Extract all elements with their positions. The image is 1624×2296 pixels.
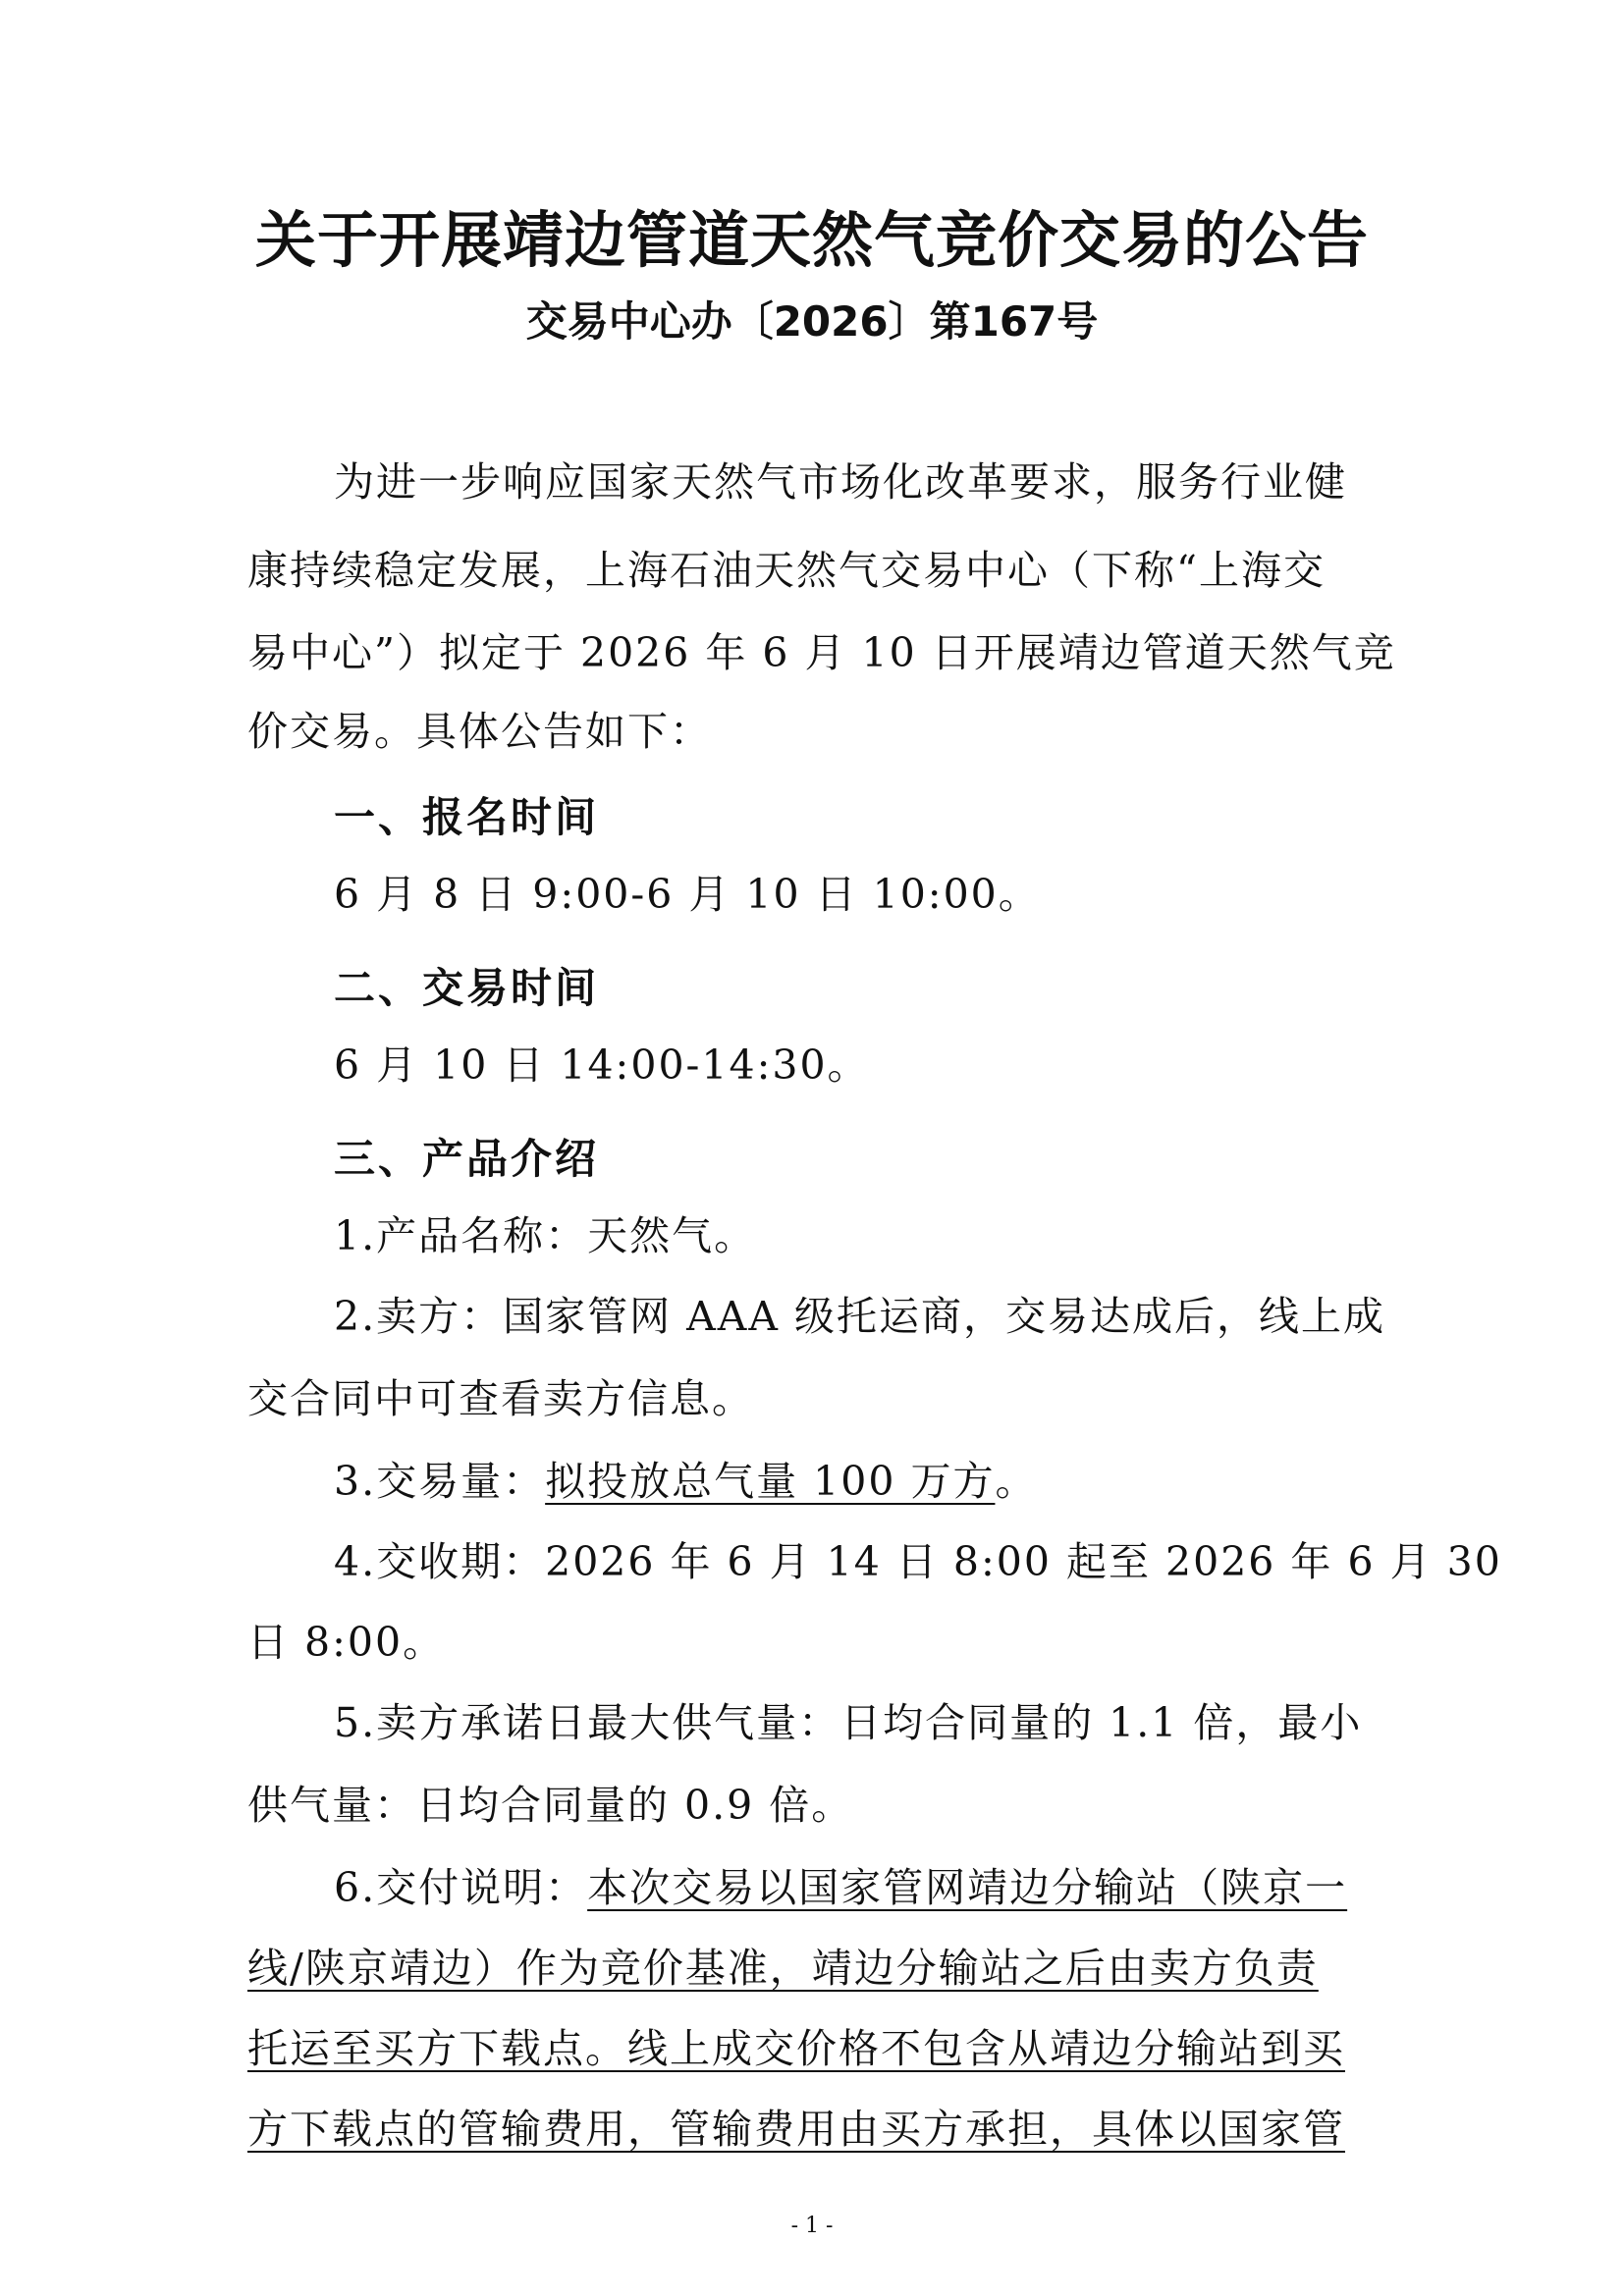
item-3-volume: 拟投放总气量 100 万方 bbox=[545, 1458, 996, 1505]
section-1-heading: 一、报名时间 bbox=[334, 793, 600, 841]
section-2-text: 6 月 10 日 14:00-14:30。 bbox=[334, 1041, 870, 1089]
item-6-prefix: 6.交付说明： bbox=[334, 1864, 588, 1911]
item-6-line-2: 线/陕京靖边）作为竞价基准，靖边分输站之后由卖方负责 bbox=[247, 1945, 1319, 1992]
section-1-text: 6 月 8 日 9:00-6 月 10 日 10:00。 bbox=[334, 871, 1041, 918]
item-6-line-3: 托运至买方下载点。线上成交价格不包含从靖边分输站到买 bbox=[247, 2025, 1345, 2072]
page-number: - 1 - bbox=[790, 2214, 834, 2238]
item-4-line-1: 4.交收期：2026 年 6 月 14 日 8:00 起至 2026 年 6 月 30 bbox=[334, 1538, 1502, 1585]
item-3-suffix: 。 bbox=[995, 1458, 1038, 1505]
document-title: 关于开展靖边管道天然气竞价交易的公告 bbox=[254, 204, 1369, 276]
item-5-line-1: 5.卖方承诺日最大供气量：日均合同量的 1.1 倍，最小 bbox=[334, 1699, 1363, 1746]
document-number: 交易中心办〔2026〕第167号 bbox=[525, 297, 1099, 346]
item-2-line-1: 2.卖方：国家管网 AAA 级托运商，交易达成后，线上成 bbox=[334, 1293, 1386, 1340]
section-2-heading: 二、交易时间 bbox=[334, 964, 600, 1012]
intro-line-3: 易中心”）拟定于 2026 年 6 月 10 日开展靖边管道天然气竞 bbox=[247, 629, 1396, 676]
section-3-heading: 三、产品介绍 bbox=[334, 1135, 600, 1183]
item-3-prefix: 3.交易量： bbox=[334, 1458, 546, 1505]
intro-line-1: 为进一步响应国家天然气市场化改革要求，服务行业健 bbox=[334, 458, 1347, 506]
item-1: 1.产品名称：天然气。 bbox=[334, 1212, 757, 1259]
intro-line-4: 价交易。具体公告如下： bbox=[247, 708, 712, 755]
item-6-line-1 bbox=[334, 1855, 1347, 1913]
item-6-line-4: 方下载点的管输费用，管输费用由买方承担，具体以国家管 bbox=[247, 2106, 1345, 2153]
item-5-line-2: 供气量：日均合同量的 0.9 倍。 bbox=[247, 1782, 854, 1829]
item-4-line-2: 日 8:00。 bbox=[247, 1619, 446, 1666]
item-2-line-2: 交合同中可查看卖方信息。 bbox=[247, 1375, 754, 1422]
item-6-delivery-text-1: 本次交易以国家管网靖边分输站（陕京一 bbox=[587, 1864, 1348, 1911]
intro-line-2: 康持续稳定发展，上海石油天然气交易中心（下称“上海交 bbox=[247, 547, 1326, 594]
item-3 bbox=[334, 1449, 1037, 1507]
